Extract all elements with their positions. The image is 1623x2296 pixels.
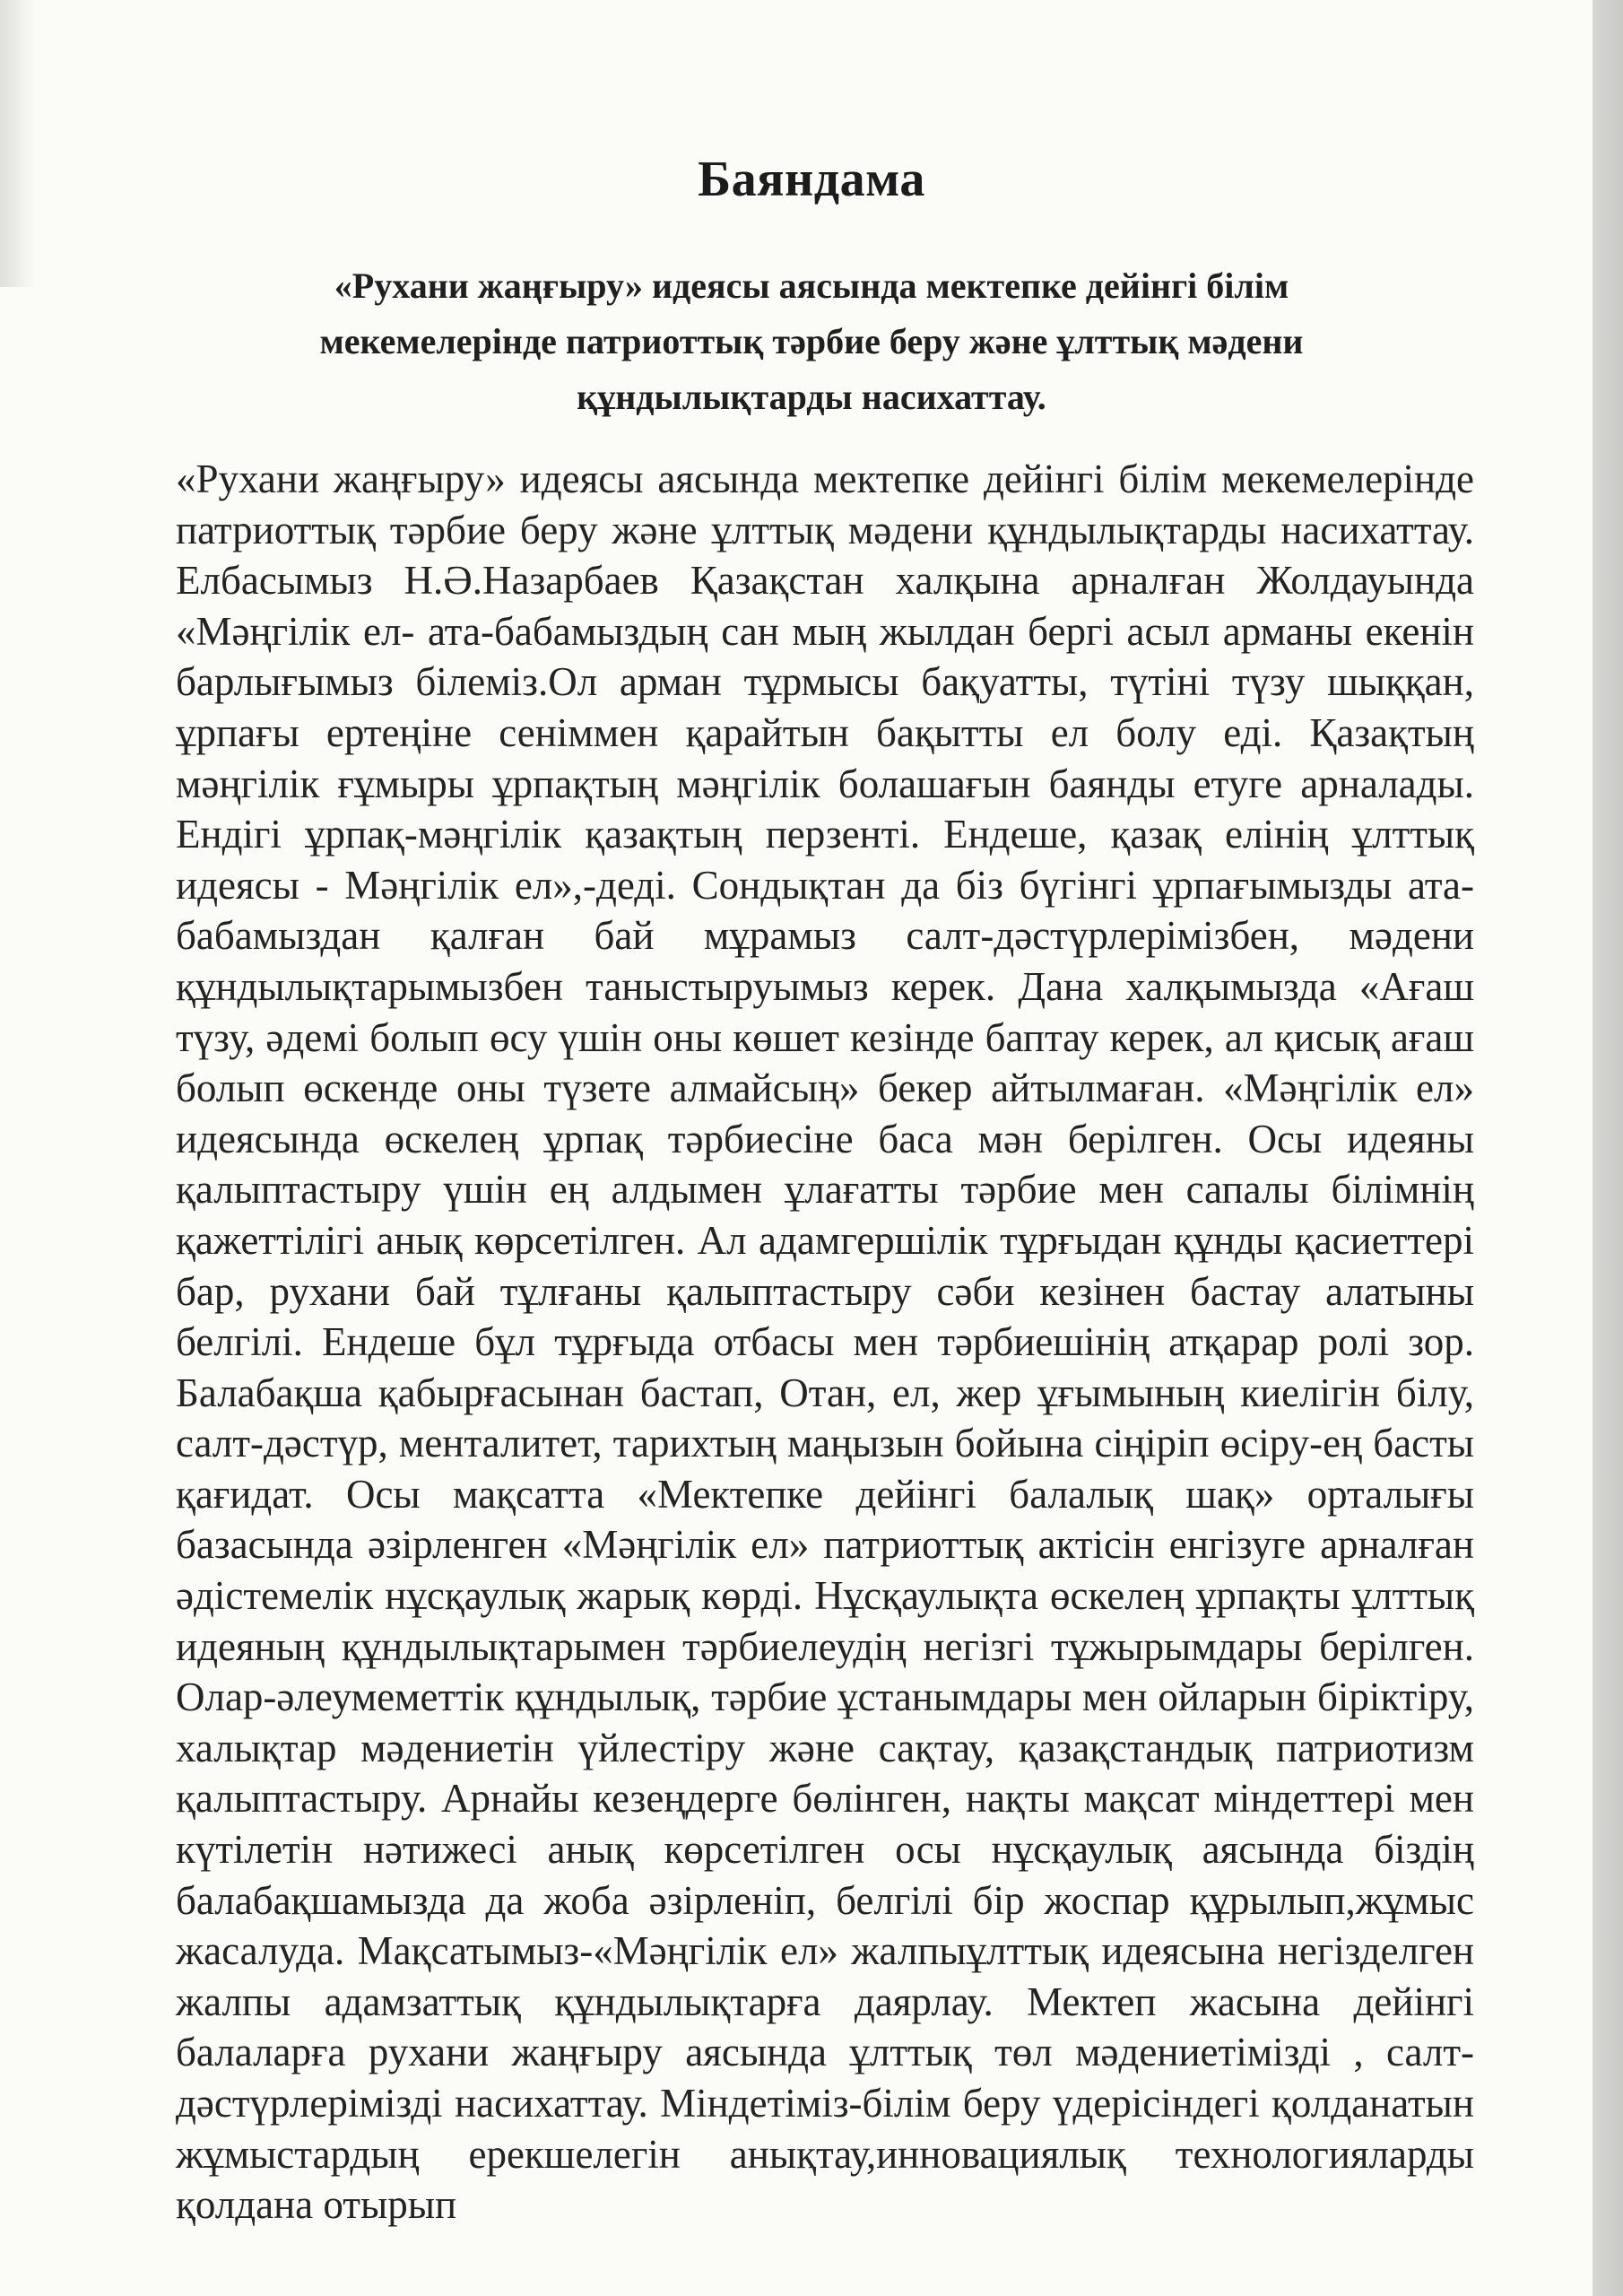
document-body: «Рухани жаңғыру» идеясы аясында мектепке дейінгі білім мекемелерінде патриоттық тәрбие беру және ұлттық мәдени құндылықтарды насихаттау. Елбасымыз Н.Ә.Назарбаев Қазақстан халқына арналған Жолдауында «Мәңгілік ел- ата-бабамыздың сан мың жылдан бергі асыл арманы екенін барлығымыз білеміз.Ол арман тұрмысы бақуатты, түтіні түзу шыққан, ұрпағы ертеңіне сеніммен қарайтын бақытты ел болу еді. Қазақтың мәңгілік ғұмыры ұрпақтың мәңгілік болашағын баянды етуге арналады. Ендігі ұрпақ-мәңгілік қазақтың перзенті. Ендеше, қазақ елінің ұлттық идеясы - Мәңгілік ел»,-деді. Сондықтан да біз бүгінгі ұрпағымызды ата-бабамыздан қалған бай мұрамыз салт-дәстүрлерімізбен, мәдени құндылықтарымызбен таныстыруымыз керек. Дана халқымызда «Ағаш түзу, әдемі болып өсу үшін оны көшет кезінде баптау керек, ал қисық ағаш болып өскенде оны түзете алмайсың» бекер айтылмаған. «Мәңгілік ел» идеясында өскелең ұрпақ тәрбиесіне баса мән берілген. Осы идеяны қалыптастыру үшін ең алдымен ұлағатты тәрбие мен сапалы білімнің қажеттілігі анық көрсетілген. Ал адамгершілік тұрғыдан құнды қасиеттері бар, рухани бай тұлғаны қалыптастыру сәби кезінен бастау алатыны белгілі. Ендеше бұл тұрғыда отбасы мен тәрбиешінің атқарар ролі зор. Балабақша қабырғасынан бастап, Отан, ел, жер ұғымының киелігін білу, салт-дәстүр, менталитет, тарихтың маңызын бойына сіңіріп өсіру-ең басты қағидат. Осы мақсатта «Мектепке дейінгі балалық шақ» орталығы базасында әзірленген «Мәңгілік ел» патриоттық актісін енгізуге арналған әдістемелік нұсқаулық жарық көрді. Нұсқаулықта өскелең ұрпақты ұлттық идеяның құндылықтарымен тәрбиелеудің негізгі тұжырымдары берілген. Олар-әлеумеметтік құндылық, тәрбие ұстанымдары мен ойларын біріктіру, халықтар мәдениетін үйлестіру және сақтау, қазақстандық патриотизм қалыптастыру. Арнайы кезеңдерге бөлінген, нақты мақсат міндеттері мен күтілетін нәтижесі анық көрсетілген осы нұсқаулық аясында біздің балабақшамызда да жоба әзірленіп, белгілі бір жоспар құрылып,жұмыс жасалуда. Мақсатымыз-«Мәңгілік ел» жалпыұлттық идеясына негізделген жалпы адамзаттық құндылықтарға даярлау. Мектеп жасына дейінгі балаларға рухани жаңғыру аясында ұлттық төл мәдениетімізді , салт-дәстүрлерімізді насихаттау. Міндетіміз-білім беру үдерісіндегі қолданатын жұмыстардың ерекшелегін анықтау,инновациялық технологияларды қолдана отырып [176, 457, 1474, 2228]
document-subtitle: «Рухани жаңғыру» идеясы аясында мектепке дейінгі білім мекемелерінде патриоттық тәрбие беру және ұлттық мәдени құндылықтарды насихаттау. [319, 265, 1304, 417]
scan-shadow [0, 0, 36, 287]
scan-edge [1593, 0, 1623, 2296]
document-title: Баяндама [698, 152, 925, 207]
